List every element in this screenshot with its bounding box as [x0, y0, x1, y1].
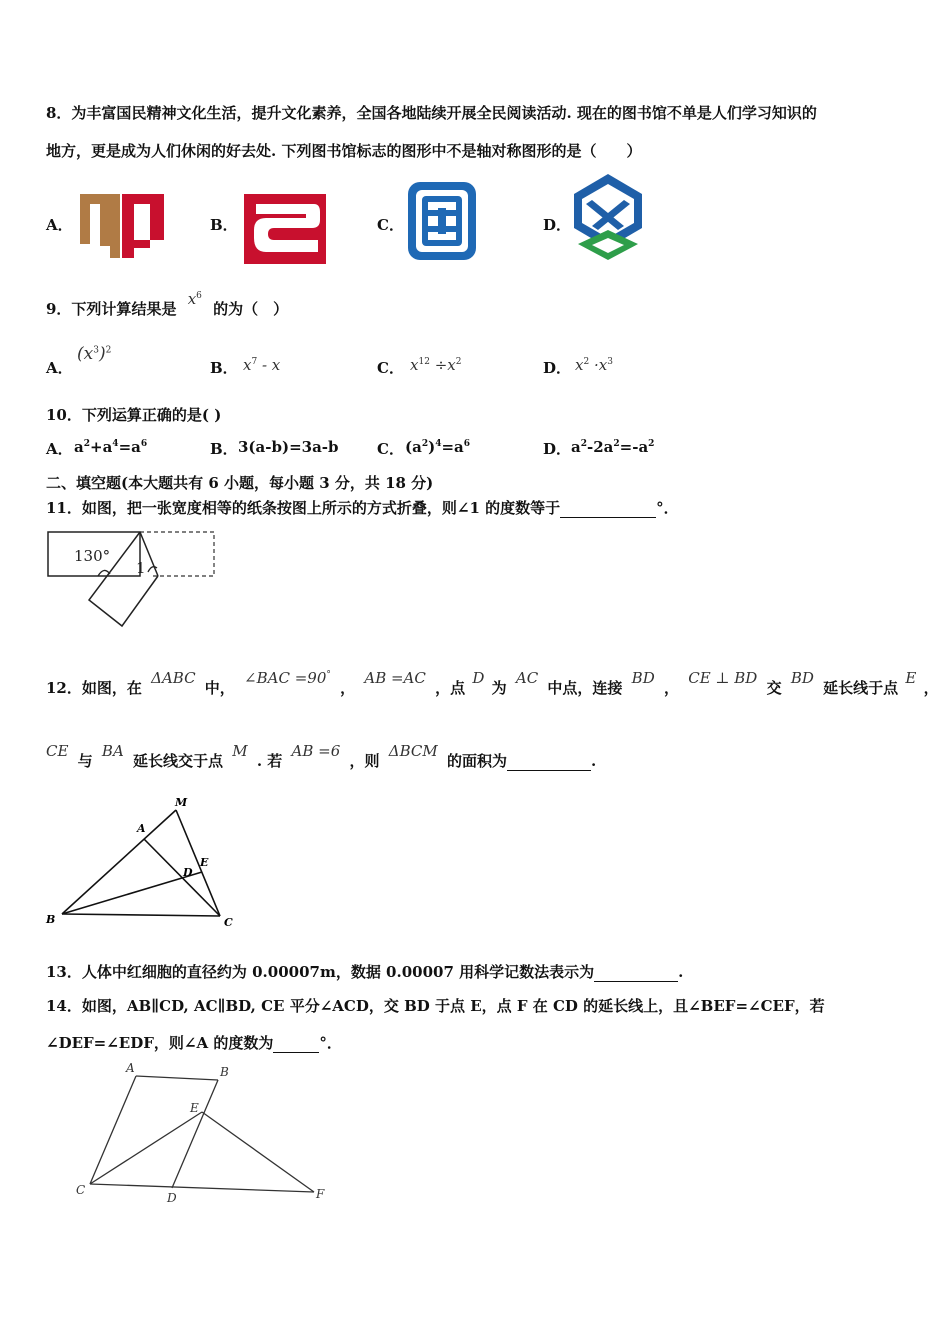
- q12-label-m: M: [175, 796, 188, 809]
- q8-option-c-label: C．: [377, 216, 404, 234]
- q14-label-e: E: [190, 1101, 199, 1115]
- q8-option-d-label: D．: [543, 216, 572, 234]
- q13-stem: [46, 961, 683, 982]
- q12-label-a: A: [137, 822, 146, 835]
- q12-text-13: ，则: [349, 752, 380, 770]
- q10-option-a-expression: $a^2+a^4=a^6$: [74, 438, 148, 456]
- q8-option-a-label: A．: [46, 216, 73, 234]
- q14-label-b: B: [220, 1065, 229, 1079]
- q14-parallelogram-figure: [70, 1060, 340, 1208]
- q12-text-4: 为: [491, 679, 507, 697]
- q12-text-11: 延长线交于点: [133, 752, 224, 770]
- q13-answer-blank: [594, 963, 678, 982]
- q12-seg-bd: BD: [631, 669, 655, 687]
- q10-option-a-label: A．: [46, 440, 73, 458]
- q9-option-b-expression: $x^7$ - x: [243, 356, 281, 374]
- q12-triangle-figure: [40, 792, 246, 934]
- q12-text-7: 交: [766, 679, 782, 697]
- q12-triangle-abc: ΔABC: [151, 669, 196, 687]
- q10-option-b-expression: 3(a-b)=3a-b: [238, 438, 339, 456]
- q9-option-a-expression: $(x^3)^2$: [77, 344, 112, 364]
- q12-ab-eq-6: AB =6: [291, 742, 341, 760]
- q11-folded-strip-figure: [44, 528, 220, 632]
- q12-angle-bac: ∠BAC =90°: [244, 669, 331, 687]
- q14-label-f: F: [316, 1187, 325, 1201]
- q14-label-d: D: [167, 1191, 177, 1205]
- q12-text-14: 的面积为: [447, 752, 508, 770]
- q14-stem-text: ∠DEF=∠EDF，则∠A 的度数为: [46, 1034, 274, 1052]
- q11-angle-130-label: 130°: [74, 547, 111, 565]
- q12-ab-eq-ac: AB =AC: [364, 669, 426, 687]
- q14-stem-line2: [46, 1032, 342, 1053]
- q12-label-c: C: [224, 916, 233, 929]
- q12-point-e: E: [905, 669, 917, 687]
- q11-angle-1-label: 1: [136, 559, 146, 577]
- q9-option-c-expression: $x^{12} \div x^2$: [410, 356, 462, 374]
- q11-stem-text: 11．如图，把一张宽度相等的纸条按图上所示的方式折叠，则∠1 的度数等于: [46, 499, 561, 517]
- q9-option-d-label: D．: [543, 359, 572, 377]
- q14-stem-line1: 14．如图，AB∥CD, AC∥BD, CE 平分∠ACD，交 BD 于点 E，点 F 在 CD 的延长线上，且∠BEF=∠CEF，若: [46, 997, 825, 1015]
- q12-point-d: D: [472, 669, 485, 687]
- q11-stem: [46, 497, 679, 518]
- q13-stem-end: .: [678, 963, 684, 981]
- q9-option-c-label: C．: [377, 359, 404, 377]
- q9-stem-prefix: 9．下列计算结果是: [46, 300, 177, 318]
- q12-text-15: .: [591, 752, 597, 770]
- q12-text-10: 与: [77, 752, 93, 770]
- q8-stem-line1: 8．为丰富国民精神文化生活，提升文化素养，全国各地陆续开展全民阅读活动. 现在的图书馆不单是人们学习知识的: [46, 104, 817, 122]
- library-logo-a: [76, 188, 168, 264]
- q10-option-c-label: C．: [377, 440, 404, 458]
- q12-ce-perp-bd: CE ⊥ BD: [688, 669, 758, 687]
- q9-stem: [46, 290, 289, 319]
- library-logo-d: [572, 172, 644, 262]
- q12-triangle-bcm: ΔBCM: [388, 742, 438, 760]
- q12-stem-line2: [46, 740, 596, 776]
- q12-seg-ce: CE: [46, 742, 69, 760]
- q10-stem: 10．下列运算正确的是( ): [46, 406, 222, 424]
- q8-stem-line2: 地方，更是成为人们休闲的好去处. 下列图书馆标志的图形中不是轴对称图形的是（ ）: [46, 142, 642, 160]
- q12-seg-bd-2: BD: [790, 669, 814, 687]
- q13-stem-text: 13．人体中红细胞的直径约为 0.00007m，数据 0.00007 用科学记数法表示为: [46, 963, 595, 981]
- q10-option-c-expression: $(a^2)^4=a^6$: [405, 438, 471, 456]
- q12-text-2: 中，: [204, 679, 235, 697]
- q9-target-expression: $x^6$: [187, 290, 202, 308]
- q10-option-b-label: B．: [210, 440, 238, 458]
- q12-text-9: ，: [923, 679, 939, 697]
- q12-text-1: 12．如图，在: [46, 679, 142, 697]
- q9-option-b-label: B．: [210, 359, 238, 377]
- q14-stem-end: °．: [319, 1034, 342, 1052]
- q10-option-d-expression: $a^2-2a^2=-a^2$: [571, 438, 655, 456]
- q9-stem-suffix: 的为（ ）: [213, 300, 289, 318]
- q12-point-m: M: [232, 742, 248, 760]
- q12-text-5: 中点，连接: [547, 679, 623, 697]
- q12-text-6: ，: [663, 679, 679, 697]
- q10-option-d-label: D．: [543, 440, 572, 458]
- library-logo-c: [406, 180, 478, 262]
- q9-option-a-label: A．: [46, 359, 73, 377]
- q12-label-d: D: [183, 866, 193, 879]
- q14-label-c: C: [76, 1183, 86, 1197]
- q14-answer-blank: [273, 1034, 319, 1053]
- q12-label-e: E: [200, 856, 209, 869]
- q12-text-12: . 若: [256, 752, 283, 770]
- q12-text-3: ，点: [435, 679, 466, 697]
- q9-option-d-expression: $x^2 \cdot x^3$: [575, 356, 613, 374]
- q11-answer-blank: [560, 499, 656, 518]
- q11-stem-unit: °．: [656, 499, 679, 517]
- q8-option-b-label: B．: [210, 216, 238, 234]
- library-logo-b: [240, 190, 330, 266]
- q12-answer-blank: [507, 752, 591, 771]
- section-2-heading: 二、填空题(本大题共有 6 小题，每小题 3 分，共 18 分): [46, 474, 434, 492]
- q12-stem-line1: 12．如图，在 ΔABC 中， ∠BAC =90° ， AB =AC ，点 D 为 AC 中点，连接 BD ， CE ⊥ BD 交 BD 延长线于点 E ，: [46, 669, 939, 697]
- q12-label-b: B: [46, 913, 56, 926]
- q12-seg-ac: AC: [515, 669, 539, 687]
- q12-text-8: 延长线于点: [823, 679, 899, 697]
- q14-label-a: A: [126, 1061, 135, 1075]
- q12-seg-ba: BA: [101, 742, 124, 760]
